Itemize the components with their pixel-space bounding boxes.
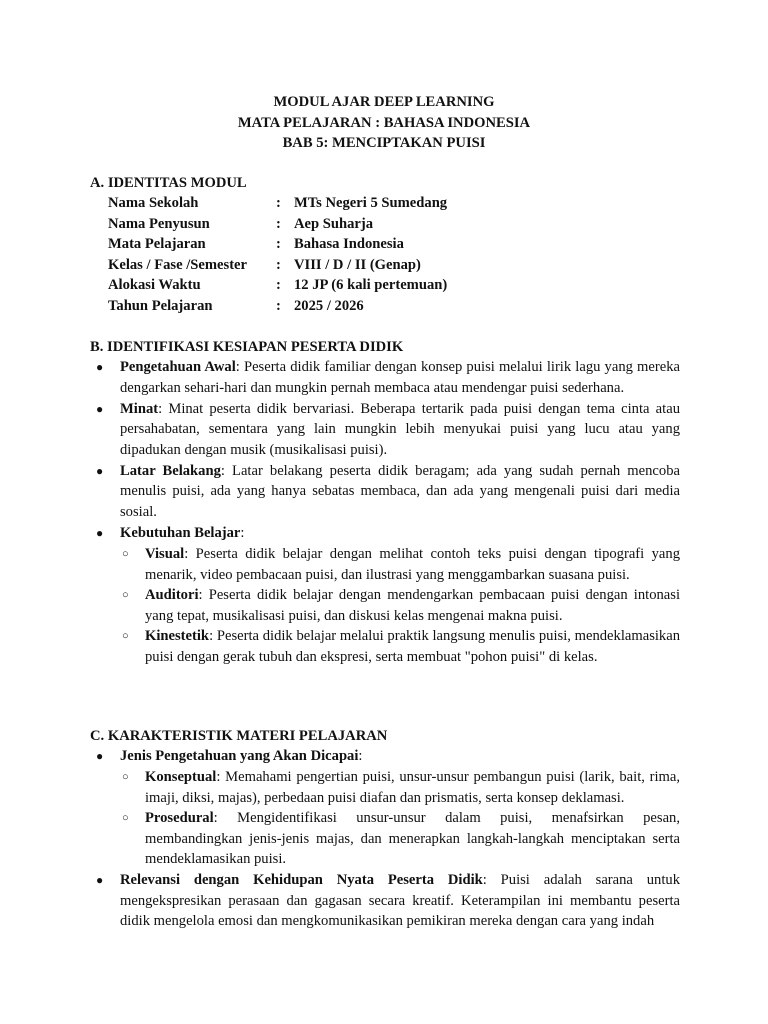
identity-row [108, 193, 447, 214]
title-line-1: MODUL AJAR DEEP LEARNING [273, 94, 495, 110]
sub-list-item [90, 626, 680, 667]
identity-label: Nama Penyusun [108, 215, 210, 232]
sub-item-term: Auditori [145, 587, 199, 604]
identity-row [108, 255, 447, 276]
sub-item-text: : Mengidentifikasi unsur-unsur dalam puisi, menafsirkan pesan, membandingkan jenis-jenis majas, dan menerapkan langkah-langkah menciptakan serta mendeklamasikan puisi. [145, 810, 680, 868]
identity-label: Kelas / Fase /Semester [108, 256, 248, 273]
item-text: : Minat peserta didik bervariasi. Beberapa tertarik pada puisi dengan tema cinta atau persahabatan, sementara yang lain mungkin lebih menyukai puisi yang lucu atau yang dipadukan dengan musik (musikalisasi puisi). [120, 400, 680, 458]
item-text: : Peserta didik familiar dengan konsep puisi melalui lirik lagu yang mereka dengarkan sehari-hari dan mungkin pernah membaca atau mendengar puisi sederhana. [120, 359, 680, 396]
bullet-dot-icon: ● [96, 360, 104, 374]
sub-item-text: : Peserta didik belajar dengan mendengarkan pembacaan puisi dengan intonasi yang tepat, musikalisasi puisi, dan diskusi kelas mengenai makna puisi. [145, 587, 680, 624]
section-a-heading: A. IDENTITAS MODUL [90, 175, 247, 191]
identity-row [108, 275, 447, 296]
identity-table [108, 193, 447, 317]
bullet-circle-icon: ○ [122, 812, 129, 825]
identity-value: 12 JP (6 kali pertemuan) [294, 277, 448, 294]
bullet-circle-icon: ○ [122, 547, 129, 560]
identity-label: Alokasi Waktu [108, 277, 201, 294]
identity-label: Tahun Pelajaran [108, 297, 213, 314]
item-text: : Latar belakang peserta didik beragam; ada yang sudah pernah mencoba menulis puisi, ada yang hanya sebatas membaca, dan ada yang mengenali puisi dari media sosial. [120, 462, 680, 520]
bullet-dot-icon: ● [96, 401, 104, 416]
identity-value: Bahasa Indonesia [294, 236, 404, 253]
item-term: Kebutuhan Belajar [120, 524, 241, 541]
section-c-heading: C. KARAKTERISTIK MATERI PELAJARAN [90, 728, 388, 744]
sub-list-item [90, 544, 680, 585]
sub-item-text: : Peserta didik belajar dengan melihat contoh teks puisi dengan tipografi yang menarik, video pembacaan puisi, dan ilustrasi yang menggambarkan suasana puisi. [145, 545, 680, 583]
item-term: Minat [120, 400, 159, 417]
list-item [90, 523, 680, 544]
bullet-circle-icon: ○ [122, 630, 129, 643]
identity-value: VIII / D / II (Genap) [294, 256, 421, 273]
bullet-circle-icon: ○ [122, 770, 129, 783]
item-term: Jenis Pengetahuan yang Akan Dicapai [120, 748, 359, 764]
identity-value: Aep Suharja [294, 215, 374, 232]
bullet-dot-icon: ● [96, 525, 104, 540]
list-item [90, 357, 680, 398]
document-title [0, 92, 768, 154]
sub-item-term: Kinestetik [145, 628, 210, 645]
item-term: Relevansi dengan Kehidupan Nyata Peserta Didik [120, 871, 483, 888]
sub-item-term: Prosedural [145, 810, 214, 827]
sub-list-item [90, 808, 680, 870]
identity-label: Mata Pelajaran [108, 236, 206, 253]
identity-row [108, 234, 447, 255]
identity-colon: : [276, 195, 281, 211]
section-b-heading: B. IDENTIFIKASI KESIAPAN PESERTA DIDIK [90, 339, 404, 355]
identity-value: MTs Negeri 5 Sumedang [294, 195, 448, 211]
list-item [90, 461, 680, 523]
item-text: : [240, 524, 245, 541]
identity-colon: : [276, 277, 281, 294]
identity-label: Nama Sekolah [108, 195, 199, 211]
item-term: Pengetahuan Awal [120, 359, 236, 375]
sub-item-term: Konseptual [145, 768, 217, 785]
bullet-dot-icon: ● [96, 749, 104, 763]
sub-item-text: : Peserta didik belajar melalui praktik langsung menulis puisi, mendeklamasikan puisi dengan gerak tubuh dan ekspresi, serta membuat "pohon puisi" di kelas. [145, 628, 680, 665]
list-item [90, 870, 680, 932]
sub-item-term: Visual [145, 545, 185, 562]
bullet-circle-icon: ○ [122, 589, 129, 602]
identity-colon: : [276, 236, 281, 253]
list-item [90, 399, 680, 461]
item-text: : Puisi adalah sarana untuk mengekspresikan perasaan dan gagasan secara kreatif. Keterampilan ini membantu peserta didik mengelola emosi dan mengkomunikasikan pemikiran mereka dengan cara yang indah [120, 871, 680, 930]
bullet-dot-icon: ● [96, 872, 104, 887]
identity-row [108, 214, 447, 235]
identity-colon: : [276, 297, 281, 314]
item-term: Latar Belakang [120, 462, 221, 479]
identity-row [108, 296, 447, 317]
title-line-2: MATA PELAJARAN : BAHASA INDONESIA [237, 114, 531, 131]
sub-list-item [90, 767, 680, 808]
sub-item-text: : Memahami pengertian puisi, unsur-unsur pembangun puisi (larik, bait, rima, imaji, diksi, majas), perbedaan puisi diafan dan prismatis, serta konsep deklamasi. [145, 768, 680, 806]
identity-colon: : [276, 215, 281, 232]
bullet-dot-icon: ● [96, 463, 104, 478]
identity-colon: : [276, 256, 281, 273]
sub-list-item [90, 585, 680, 626]
list-item [90, 746, 680, 767]
identity-value: 2025 / 2026 [294, 297, 364, 314]
material-list [90, 746, 680, 932]
item-text: : [358, 748, 363, 764]
readiness-list [90, 357, 680, 667]
title-line-3: BAB 5: MENCIPTAKAN PUISI [282, 135, 486, 152]
